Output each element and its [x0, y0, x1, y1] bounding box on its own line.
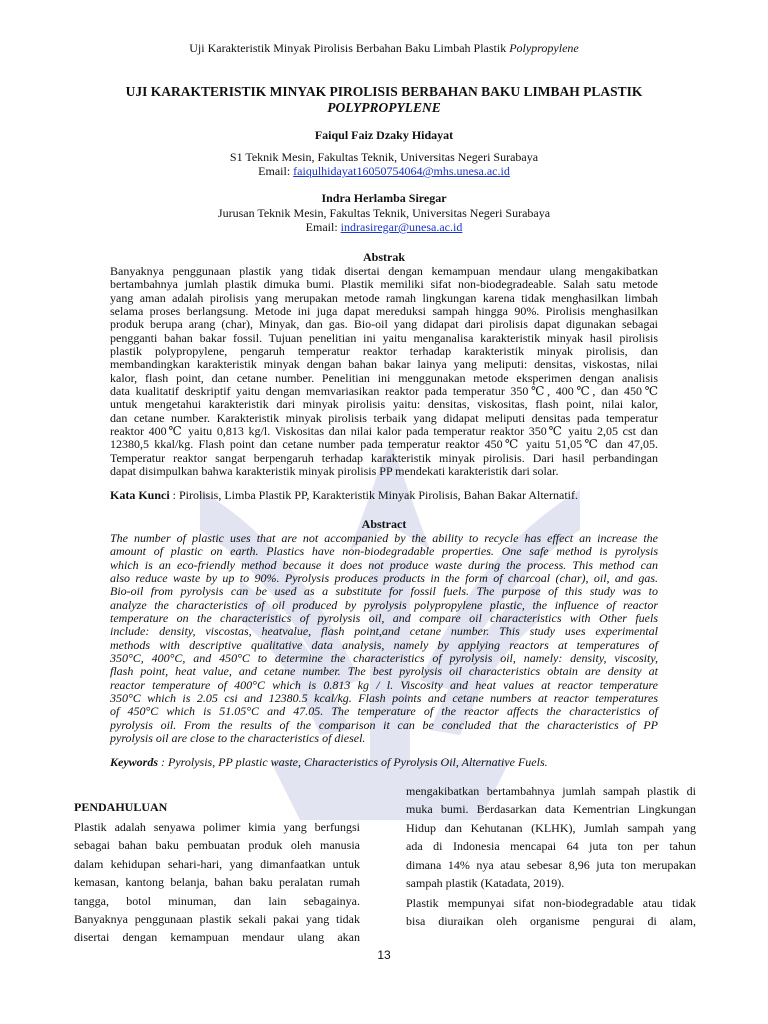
text-line: of 450°C which is 51.05°C and 47.05. The temperature of the reactor affects the characteristics of: [110, 704, 658, 719]
section-heading: PENDAHULUAN: [74, 800, 168, 814]
text-line: Banyaknya penggunaan plastik sekali pakai yang tidak: [74, 912, 360, 927]
text-line: plastik polypropylene, pengaruh temperatur reaktor terhadap karakteristik minyak pirolisis, dan: [110, 344, 658, 359]
text-line: Banyaknya penggunaan plastik yang tidak disertai dengan kemampuan mendaur ulang mengakibatkan: [110, 264, 658, 278]
author-email-line: Email: faiqulhidayat16050754064@mhs.unesa.ac.id: [258, 164, 510, 178]
author-email-link[interactable]: faiqulhidayat16050754064@mhs.unesa.ac.id: [293, 164, 510, 178]
text-line: 350°C, 400°C, and 450°C to determine the characteristics of pyrolysis oil, namely: density, viscosity,: [110, 651, 658, 666]
author-email-link[interactable]: indrasiregar@unesa.ac.id: [340, 220, 463, 234]
text-line: reaktor 400℃ yaitu 0,813 kg/l. Viskositas dan nilai kalor pada temperatur reaktor 350℃ yaitu 2,05 cst dan: [110, 424, 658, 439]
text-line: untuk mengetahui karakteristik dari minyak pirolisis yaitu: densitas, viskositas, flash point, nilai kalor,: [110, 397, 658, 412]
text-line: 350°C which is 2.05 csi and 12380.5 kcal/kg. Flash points and cetane numbers at reactor temperatures: [110, 691, 658, 706]
text-line: which is an eco-friendly method because it does not produce waste during the process. This method can: [110, 557, 658, 572]
text-line: analyze the characteristics of oil produced by pyrolysis polypropylene plastic, the influence of reactor: [110, 597, 658, 612]
author-affiliation: S1 Teknik Mesin, Fakultas Teknik, Universitas Negeri Surabaya: [229, 150, 539, 164]
text-line: Temperatur reaktor sangat berpengaruh terhadap karakteristik minyak pirolisis. Dari hasil perbandingan: [110, 450, 658, 465]
text-line: yang aman adalah pirolisis yang merupakan metode ramah lingkungan karena tidak menghasilkan limbah: [110, 290, 658, 305]
text-line: Bio-oil from pyrolysis can be used as a substitute for fossil fuels. The purpose of this study was to: [110, 584, 658, 599]
author-name: Indra Herlamba Siregar: [321, 191, 447, 205]
author-2: [0, 191, 768, 234]
text-line: dan cetane number. Karakteristik minyak pirolisis terbaik yang didapat meliputi densitas pada temperatur: [110, 410, 658, 425]
text-line: methods with descriptive qualitative data analysis, namely by applying reactors at temperatures of: [110, 637, 658, 652]
text-line: membandingkan karakteristik minyak dengan bahan bakar lainya yang meliputi: densitas, viskostas, nilai: [110, 357, 658, 372]
abstract-body: [110, 532, 658, 746]
text-line: bertambahnya jumlah plastik dimuka bumi. Plastik memiliki sifat non-biodegradeable. Salah satu metode: [110, 277, 658, 292]
text-line: pyrolysis oil are close to the characteristics of diesel.: [110, 731, 366, 746]
text-line: sebagai bahan baku pembuatan produk oleh manusia: [74, 838, 360, 853]
text-line: data kualitatif deskriptif yaitu dengan memvariasikan reaktor pada temperatur 350℃, 400℃, dan 450℃: [110, 384, 658, 399]
right-column-paragraph-1: [406, 782, 696, 892]
text-line: amount of plastic on earth. Plastics have non-biodegradable properties. One safe method is pyrolysis: [110, 544, 658, 559]
abstrak-body: [110, 265, 658, 479]
text-line: disertai dengan kemampuan mendaur ulang akan: [74, 930, 360, 945]
text-line: ada di Indonesia mencapai 64 juta ton per tahun: [406, 839, 696, 854]
abstract-heading: Abstract: [361, 517, 407, 531]
text-line: bisa diuraikan oleh organisme pengurai di alam,: [406, 914, 696, 929]
text-line: Plastik adalah senyawa polimer kimia yang berfungsi: [74, 820, 360, 834]
left-column: [74, 818, 360, 947]
text-line: The number of plastic uses that are not accompanied by the ability to recycle has effect an increase the: [110, 531, 658, 545]
text-line: flash point, heat value, and cetane number. The best pyrolysis oil characteristics obtain are density at: [110, 664, 658, 679]
author-email-line: Email: indrasiregar@unesa.ac.id: [305, 220, 463, 234]
text-line: produk berupa arang (char), Minyak, dan gas. Bio-oil yang didapat dari pirolisis dapat digunakan sebagai: [110, 317, 658, 332]
text-line: kalor, flash point, dan cetane number. Penelitian ini menggunakan metode eksperimen dengan analisis: [110, 370, 658, 385]
text-line: include: density, viscostas, heatvalue, flash point,and cetane number. This study uses experimental: [110, 624, 658, 639]
text-line: muka bumi. Berdasarkan data Kementrian Lingkungan: [406, 802, 696, 817]
abstrak-heading: Abstrak: [362, 250, 405, 264]
text-line: tangga, botol minuman, dan lain sebagainya.: [74, 893, 360, 908]
author-name: Faiqul Faiz Dzaky Hidayat: [314, 128, 454, 142]
author-1: [0, 128, 768, 178]
running-head: Uji Karakteristik Minyak Pirolisis Berbahan Baku Limbah Plastik Polypropylene: [189, 41, 579, 55]
text-line: also reduce waste by up to 90%. Pyrolysis produces products in the form of charcoal (char), oil, and gas.: [110, 571, 658, 586]
text-line: sampah plastik (Katadata, 2019).: [406, 876, 565, 891]
text-line: dimana 14% nya atau sebesar 8,96 juta ton merupakan: [406, 857, 696, 872]
author-affiliation: Jurusan Teknik Mesin, Fakultas Teknik, Universitas Negeri Surabaya: [217, 206, 551, 220]
keywords: Keywords : Pyrolysis, PP plastic waste, Characteristics of Pyrolysis Oil, Alternative Fuels.: [110, 755, 548, 769]
text-line: selama proses berlangsung. Metode ini juga dapat mereduksi sampah hingga 90%. Pirolisis menghasilkan: [110, 304, 658, 319]
text-line: mengakibatkan bertambahnya jumlah sampah plastik di: [406, 784, 696, 798]
text-line: temperature on the characteristics of pyrolysis oil, and compare oil characteristics with Other fuels: [110, 611, 658, 626]
text-line: kemasan, kantong belanja, bahan baku peralatan rumah: [74, 875, 360, 890]
text-line: pengganti bahan bakar fossil. Tujuan penelitian ini yaitu menganalisa karakteristik minyak hasil pirolisis: [110, 330, 658, 345]
paper-title: UJI KARAKTERISTIK MINYAK PIROLISIS BERBAHAN BAKU LIMBAH PLASTIK POLYPROPYLENE: [125, 84, 643, 115]
text-line: reactor temperature of 400°C which is 0.813 kg / l. Viscosity and heat values at reactor temperature: [110, 677, 658, 692]
text-line: pyrolysis oil. From the results of the comparison it can be concluded that the characteristics of PP: [110, 717, 658, 732]
text-line: dalam kehidupan sehari-hari, yang dimanfaatkan untuk: [74, 856, 360, 871]
kata-kunci: Kata Kunci : Pirolisis, Limba Plastik PP, Karakteristik Minyak Pirolisis, Bahan Bakar Alternatif.: [110, 488, 578, 502]
text-line: Hidup dan Kehutanan (KLHK), Jumlah sampah yang: [406, 820, 696, 835]
page-number: 13: [377, 948, 391, 962]
text-line: Plastik mempunyai sifat non-biodegradable atau tidak: [406, 896, 696, 910]
text-line: 12380,5 kkal/kg. Flash point dan cetane number pada temperatur reaktor 450℃ yaitu 51,05℃ dan 47,05.: [110, 437, 658, 452]
text-line: dapat disimpulkan bahwa karakteristik minyak pirolisis PP mendekati karakteristik dari solar.: [110, 464, 559, 479]
right-column-paragraph-2: [406, 894, 696, 931]
